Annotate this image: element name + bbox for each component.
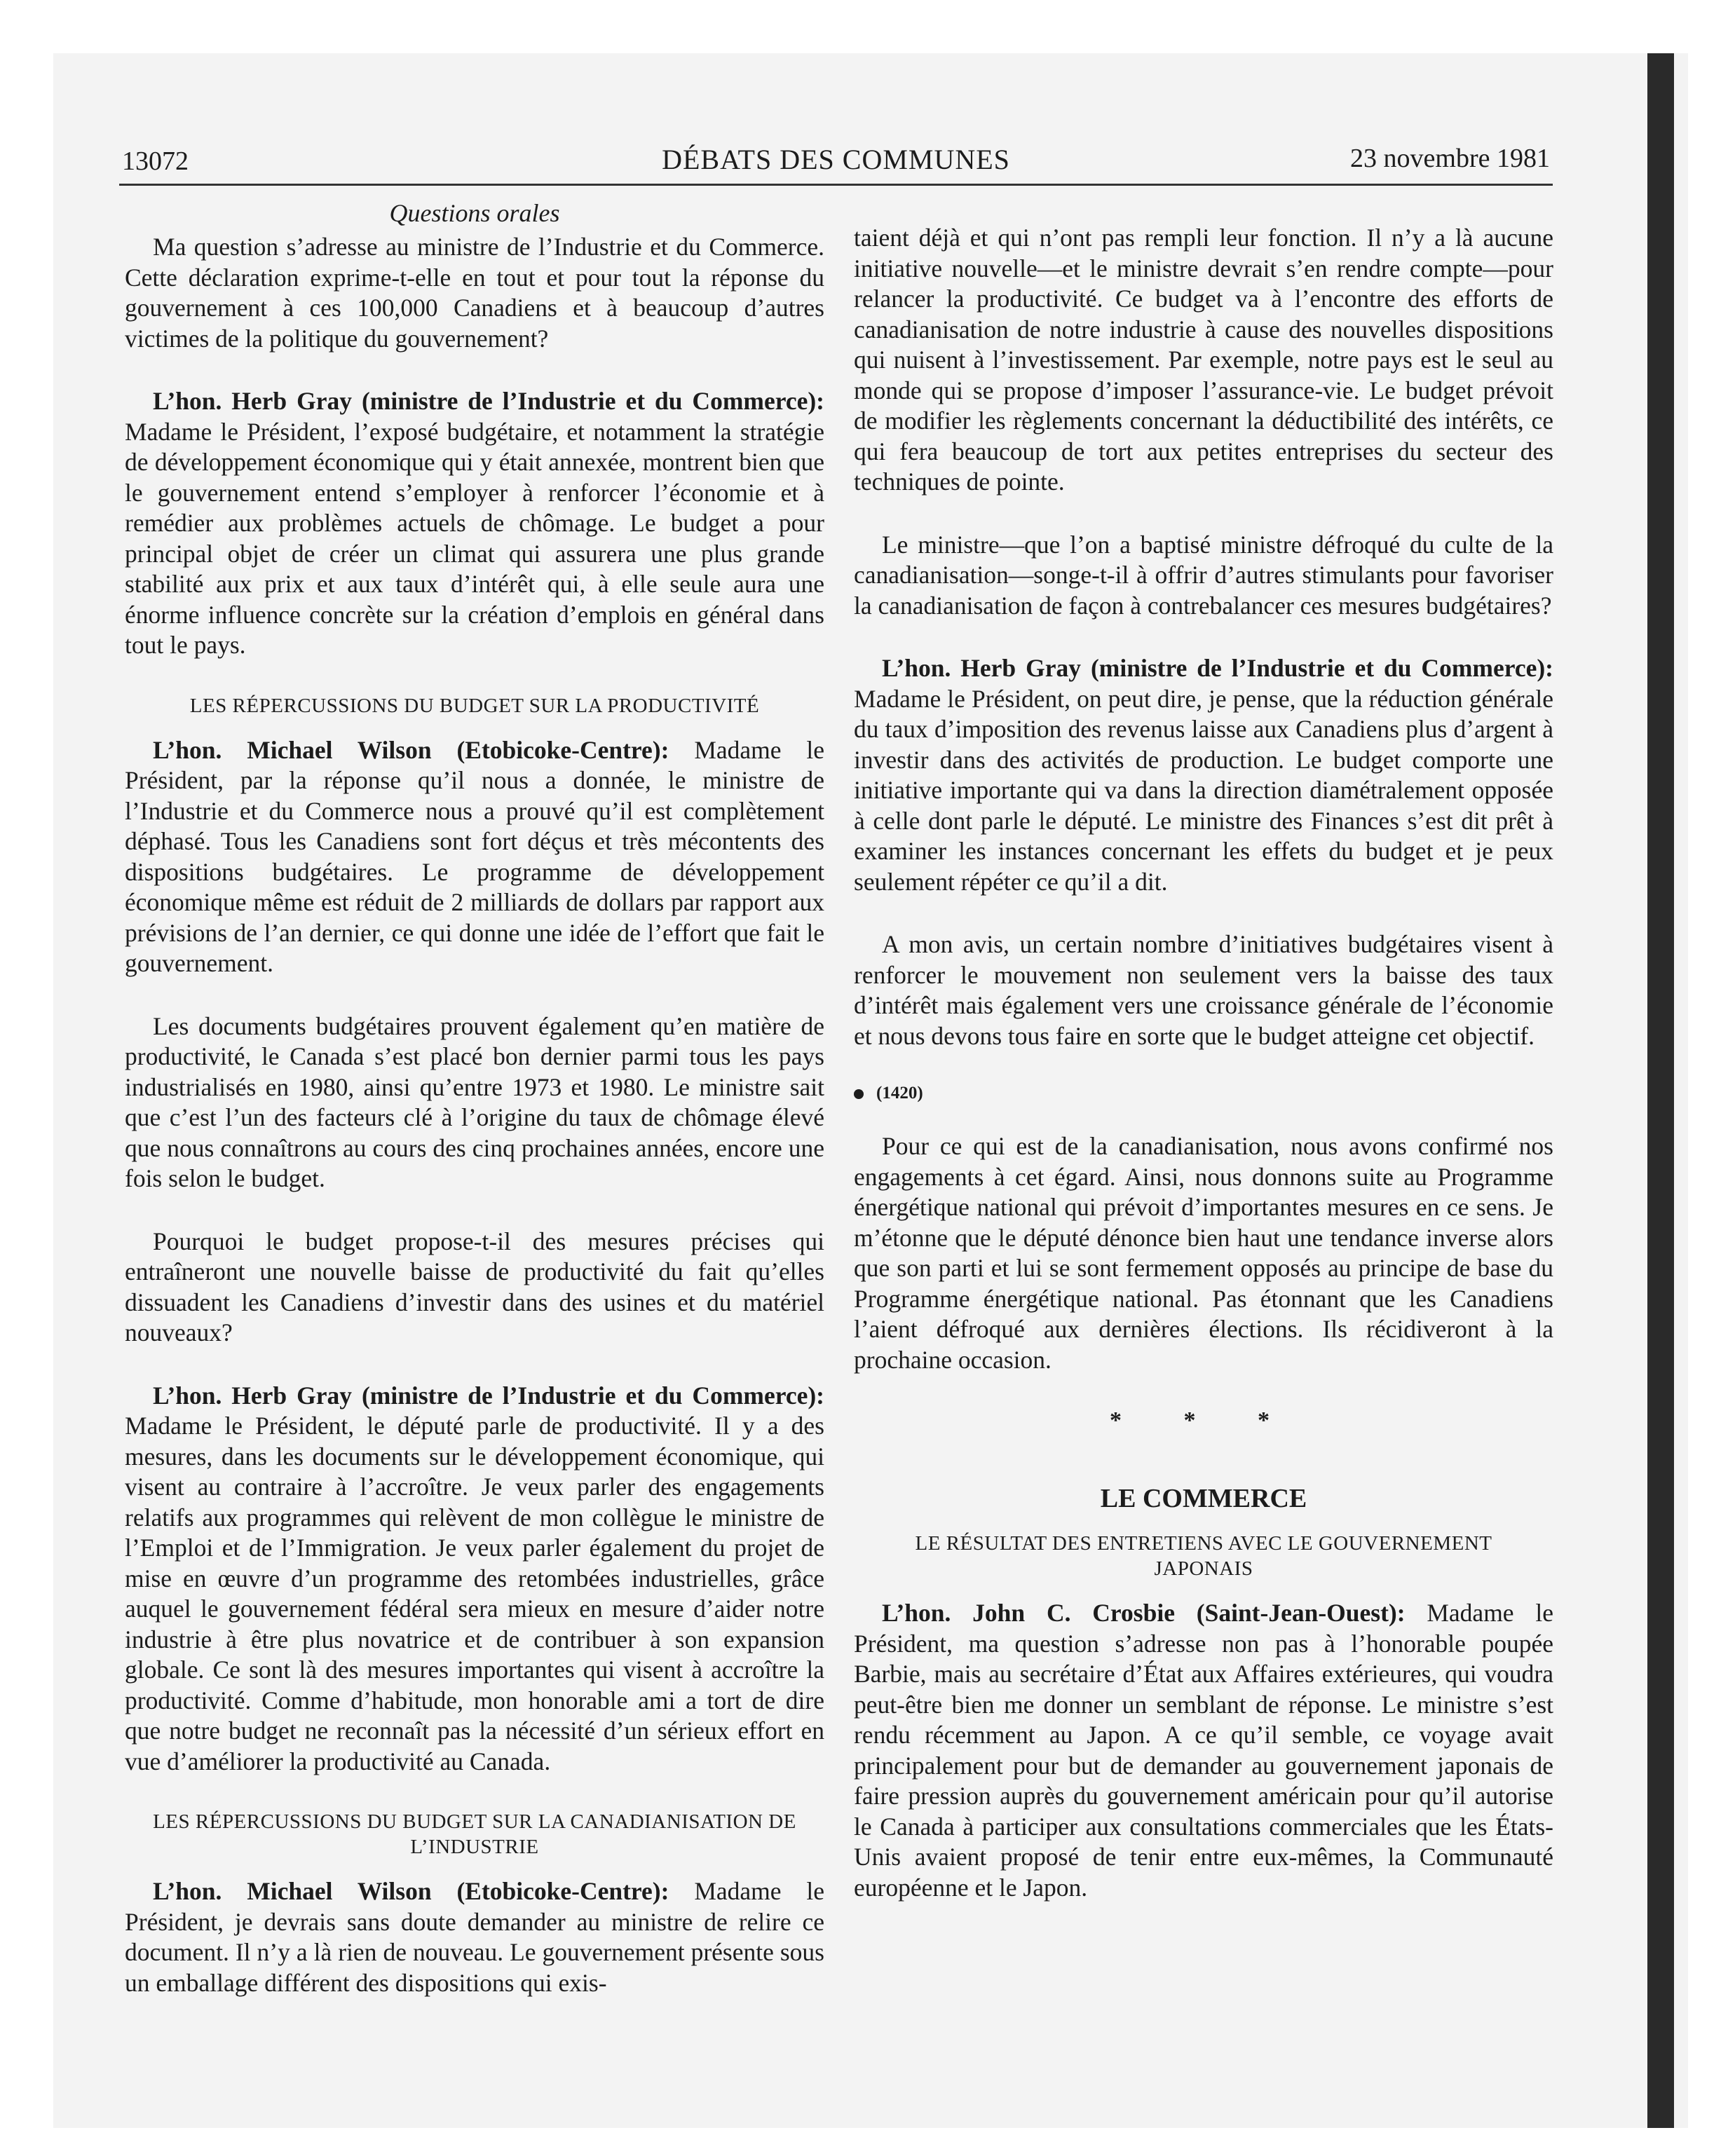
timestamp-marker [854, 1084, 1553, 1103]
speaker-name: L’hon. Herb Gray (ministre de l’Industrie et du Commerce): [153, 1381, 824, 1410]
paragraph: Pourquoi le budget propose-t-il des mesures précises qui entraîneront une nouvelle baisse de productivité du fait qu’elles dissuadent les Canadiens d’investir dans des usines et du matériel nouveaux? [125, 1227, 824, 1346]
paragraph: Le ministre—que l’on a baptisé ministre défroqué du culte de la canadianisation—songe-t-il à offrir d’autres stimulants pour favoriser la canadianisation de façon à contrebalancer ces mesures budgétaires? [854, 530, 1553, 620]
speaker-name: L’hon. John C. Crosbie (Saint-Jean-Ouest): [882, 1599, 1406, 1627]
timestamp-text: (1420) [876, 1084, 923, 1103]
separator-stars: * * * [1110, 1407, 1298, 1433]
paragraph: Pour ce qui est de la canadianisation, nous avons confirmé nos engagements à cet égard. Ainsi, nous donnons suite au Programme énergétique national qui prévoit d’importantes mesures en ce sens. Je m’étonne que le député dénonce bien haut une tendance inverse alors que son parti et lui se sont fermement opposés au principe de base du Programme énergétique national. Pas étonnant que les Canadiens l’aient défroqué aux dernières élections. Ils récidiveront à la prochaine occasion. [854, 1132, 1553, 1374]
paragraph: A mon avis, un certain nombre d’initiatives budgétaires visent à renforcer le mouvement non seulement vers la baisse des taux d’intérêt mais également vers une croissance générale de l’économie et nous devons tous faire en sorte que le budget atteigne cet objectif. [854, 930, 1553, 1050]
paragraph [854, 1598, 1553, 1903]
paragraph [125, 1876, 824, 1998]
scan-edge-bar [1647, 53, 1674, 2128]
speech-text: Madame le Président, ma question s’adresse non pas à l’honorable poupée Barbie, mais au secrétaire d’État aux Affaires extérieures, qui voudra peut-être bien me donner un semblant de réponse. Le ministre s’est rendu récemment au Japon. A ce qu’il semble, ce voyage avait principalement pour but de demander au gouvernement japonais de faire pression auprès du gouvernement américain pour qu’il autorise le Canada à participer aux consultations commerciales que les États-Unis avaient proposé de tenir entre eux-mêmes, la Communauté européenne et le Japon. [854, 1599, 1553, 1902]
speaker-name: L’hon. Herb Gray (ministre de l’Industrie et du Commerce): [153, 387, 824, 415]
bullet-icon [854, 1089, 864, 1099]
speech-text: Madame le Président, je devrais sans doute demander au ministre de relire ce document. Il n’y a là rien de nouveau. Le gouvernement présente sous un emballage différent des dispositions qui exis- [125, 1877, 824, 1997]
speech-text: Madame le Président, par la réponse qu’il nous a donnée, le ministre de l’Industrie et du Commerce nous a prouvé qu’il est complètement déphasé. Tous les Canadiens sont fort déçus et très mécontents des dispositions budgétaires. Le programme de développement économique même est réduit de 2 milliards de dollars par rapport aux prévisions de l’an dernier, ce qui donne une idée de l’effort que fait le gouvernement. [125, 735, 824, 977]
paragraph [854, 653, 1553, 897]
speech-text: Madame le Président, le député parle de productivité. Il y a des mesures, dans les documents sur le développement économique, qui visent au contraire à l’accroître. Je veux parler des engagements relatifs aux programmes qui relèvent de mon collègue le ministre de l’Emploi et de l’Immigration. Je veux parler également du projet de mise en œuvre d’un programme des retombées industrielles, grâce auquel le gouvernement fédéral sera mieux en mesure d’aider notre industrie à être plus novatrice et de contribuer à son expansion globale. Ce sont là des mesures importantes qui visent à accroître la productivité. Comme d’habitude, mon honorable ami a tort de dire que notre budget ne reconnaît pas la nécessité d’un sérieux effort en vue d’améliorer la productivité au Canada. [125, 1412, 824, 1775]
paragraph [125, 386, 824, 661]
publication-title: DÉBATS DES COMMUNES [662, 144, 1010, 175]
page-number: 13072 [122, 146, 189, 176]
paragraph [125, 735, 824, 979]
speaker-name: L’hon. Herb Gray (ministre de l’Industrie et du Commerce): [882, 654, 1553, 682]
right-column [854, 223, 1553, 1935]
page-date: 23 novembre 1981 [1350, 144, 1550, 173]
paragraph: Les documents budgétaires prouvent également qu’en matière de productivité, le Canada s’est placé bon dernier parmi tous les pays industrialisés en 1980, ainsi qu’entre 1973 et 1980. Le ministre sait que c’est l’un des facteurs clé à l’origine du taux de chômage élevé que nous connaîtrons au cours des cinq prochaines années, encore une fois selon le budget. [125, 1011, 824, 1192]
major-heading: LE COMMERCE [1100, 1484, 1307, 1513]
section-heading: LES RÉPERCUSSIONS DU BUDGET SUR LA CANADIANISATION DE L’INDUSTRIE [153, 1810, 796, 1858]
section-heading: LES RÉPERCUSSIONS DU BUDGET SUR LA PRODUCTIVITÉ [189, 694, 760, 717]
page-header [119, 140, 1553, 186]
left-column [125, 193, 824, 2031]
section-subheading: Questions orales [389, 199, 560, 227]
speech-text: Madame le Président, l’exposé budgétaire, et notamment la stratégie de développement économique qui y était annexée, montrent bien que le gouvernement entend s’employer à renforcer l’économie et à remédier aux problèmes actuels de chômage. Le budget a pour principal objet de créer un climat qui assurera une plus grande stabilité aux prix et aux taux d’intérêt qui, à elle seule aura une énorme influence concrète sur la création d’emplois en général dans tout le pays. [125, 417, 824, 659]
paragraph: Ma question s’adresse au ministre de l’Industrie et du Commerce. Cette déclaration exprime-t-elle en tout et pour tout la réponse du gouvernement à ces 100,000 Canadiens et à beaucoup d’autres victimes de la politique du gouvernement? [125, 233, 824, 353]
speaker-name: L’hon. Michael Wilson (Etobicoke-Centre): [153, 1877, 669, 1905]
speaker-name: L’hon. Michael Wilson (Etobicoke-Centre): [153, 735, 669, 764]
paragraph: taient déjà et qui n’ont pas rempli leur fonction. Il n’y a là aucune initiative nouvelle—et le ministre devrait s’en rendre compte—pour relancer la productivité. Ce budget va à l’encontre des efforts de canadianisation de notre industrie à cause des nouvelles dispositions qui nuisent à l’investissement. Par exemple, notre pays est le seul au monde qui se propose d’imposer l’assurance-vie. Le budget prévoit de modifier les règlements concernant la déductibilité des intérêts, ce qui fera beaucoup de tort aux petites entreprises du secteur des techniques de pointe. [854, 224, 1553, 496]
speech-text: Madame le Président, on peut dire, je pense, que la réduction générale du taux d’imposition des revenus laisse aux Canadiens plus d’argent à investir dans des activités de production. Le budget comporte une initiative importante qui va dans la direction diamétralement opposée à celle dont parle le député. Le ministre des Finances s’est dit prêt à examiner les instances concernant les effets du budget et je peux seulement répéter ce qu’il a dit. [854, 684, 1553, 896]
section-heading: LE RÉSULTAT DES ENTRETIENS AVEC LE GOUVERNEMENT JAPONAIS [915, 1532, 1492, 1580]
paragraph [125, 1381, 824, 1778]
